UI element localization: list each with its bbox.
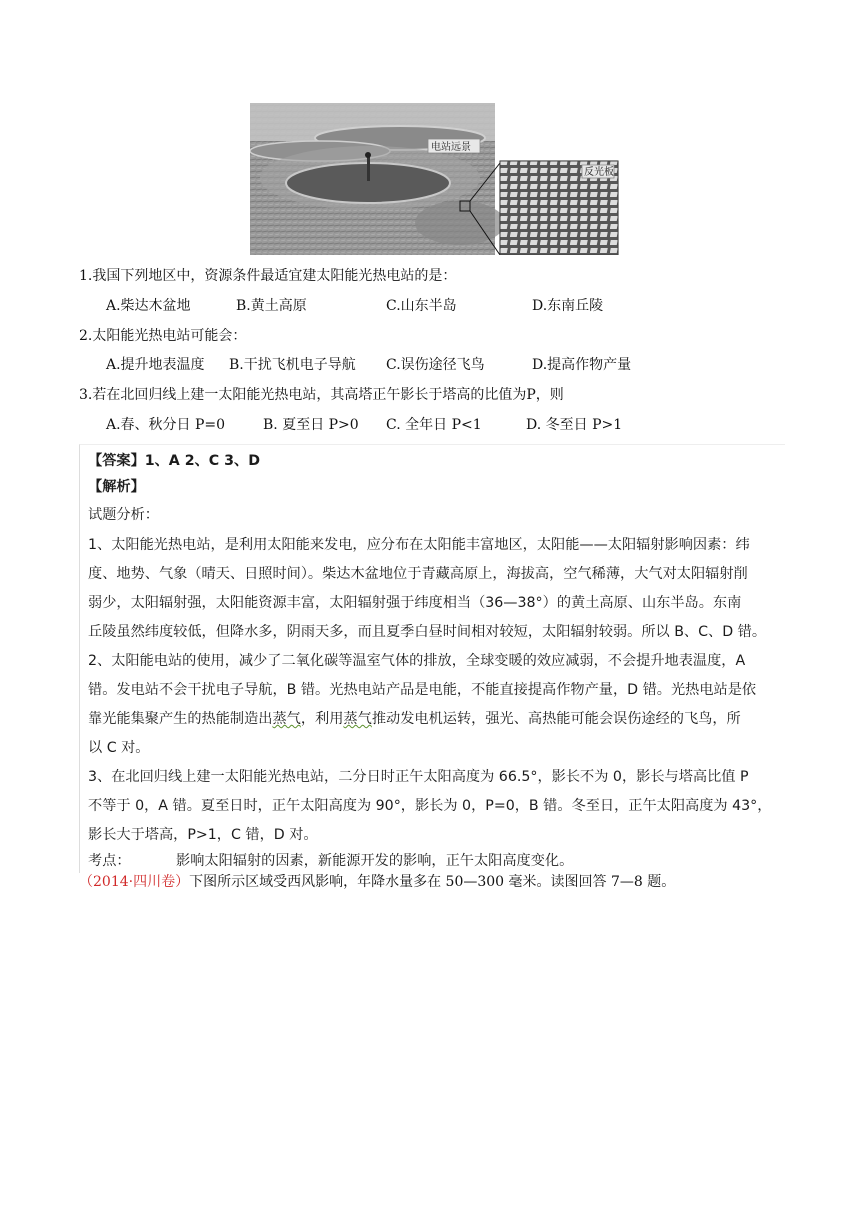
analysis-p3-line-2: 不等于 0，A 错。夏至日时，正午太阳高度为 90°，影长为 0，P=0，B 错。冬至日，正午太阳高度为 43°， xyxy=(88,798,772,814)
solar-plant-photo xyxy=(250,103,620,255)
analysis-p1-line-3: 弱少，太阳辐射强，太阳能资源丰富，太阳辐射强于纬度相当（36—38°）的黄土高原、山东半岛。东南 xyxy=(88,595,742,611)
question-2-option-d: D.提高作物产量 xyxy=(532,357,632,373)
kaodian-text: 影响太阳辐射的因素，新能源开发的影响，正午太阳高度变化。 xyxy=(176,853,574,869)
photo-inset-label: 反光板 xyxy=(584,167,614,178)
question-3-option-d: D. 冬至日 P>1 xyxy=(526,417,623,433)
question-1-option-c: C.山东半岛 xyxy=(386,298,457,314)
question-1-stem: 1.我国下列地区中，资源条件最适宜建太阳能光热电站的是： xyxy=(79,268,457,284)
answer-analysis-block xyxy=(79,444,785,873)
source-text: 下图所示区域受西风影响，年降水量多在 50—300 毫米。读图回答 7—8 题。 xyxy=(189,874,676,890)
analysis-p3-line-1: 3、在北回归线上建一太阳能光热电站，二分日时正午太阳高度为 66.5°，影长不为 0，影长与塔高比值 P xyxy=(88,769,749,785)
question-1-option-d: D.东南丘陵 xyxy=(532,298,604,314)
source-line xyxy=(79,872,675,892)
photo-main-label: 电站远景 xyxy=(431,142,471,153)
question-2-stem: 2.太阳能光热电站可能会： xyxy=(79,328,247,344)
analysis-p3-line-3: 影长大于塔高，P>1，C 错，D 对。 xyxy=(88,827,318,843)
analysis-p1-line-4: 丘陵虽然纬度较低，但降水多，阴雨天多，而且夏季白昼时间相对较短，太阳辐射较弱。所以 B、C、D 错。 xyxy=(88,624,767,640)
analysis-p1-line-2: 度、地势、气象（晴天、日照时间）。柴达木盆地位于青藏高原上，海拔高，空气稀薄，大气对太阳辐射削 xyxy=(88,566,748,582)
question-3-option-a: A.春、秋分日 P=0 xyxy=(106,417,226,433)
question-1-option-b: B.黄土高原 xyxy=(236,298,307,314)
analysis-p2-line-2: 错。发电站不会干扰电子导航，B 错。光热电站产品是电能，不能直接提高作物产量，D 错。光热电站是依 xyxy=(88,682,757,698)
question-1-option-a: A.柴达木盆地 xyxy=(106,298,191,314)
question-3-option-b: B. 夏至日 P>0 xyxy=(263,417,359,433)
wavy-underlined-word: 蒸气 xyxy=(343,711,372,727)
source-tag: （2014·四川卷） xyxy=(79,874,190,890)
analysis-p2-line-3: 靠光能集聚产生的热能制造出蒸气，利用蒸气推动发电机运转，强光、高热能可能会误伤途经的飞鸟，所 xyxy=(88,711,741,727)
question-2-option-a: A.提升地表温度 xyxy=(106,357,205,373)
question-3-option-c: C. 全年日 P<1 xyxy=(386,417,482,433)
analysis-title: 【解析】 xyxy=(88,479,145,495)
analysis-intro: 试题分析： xyxy=(88,507,159,523)
answer-line: 【答案】1、A 2、C 3、D xyxy=(88,453,260,469)
wavy-underlined-word: 蒸气 xyxy=(272,711,301,727)
analysis-p1-line-1: 1、太阳能光热电站，是利用太阳能来发电，应分布在太阳能丰富地区，太阳能——太阳辐射影响因素：纬 xyxy=(88,537,750,553)
analysis-p2-line-1: 2、太阳能电站的使用，减少了二氧化碳等温室气体的排放，全球变暖的效应减弱，不会提升地表温度，A xyxy=(88,653,746,669)
analysis-p2-line-4: 以 C 对。 xyxy=(88,740,150,756)
question-2-option-b: B.干扰飞机电子导航 xyxy=(229,357,356,373)
question-3-stem: 3.若在北回归线上建一太阳能光热电站，其高塔正午影长于塔高的比值为P，则 xyxy=(79,387,564,403)
question-2-option-c: C.误伤途径飞鸟 xyxy=(386,357,485,373)
kaodian-label: 考点： xyxy=(88,853,131,869)
